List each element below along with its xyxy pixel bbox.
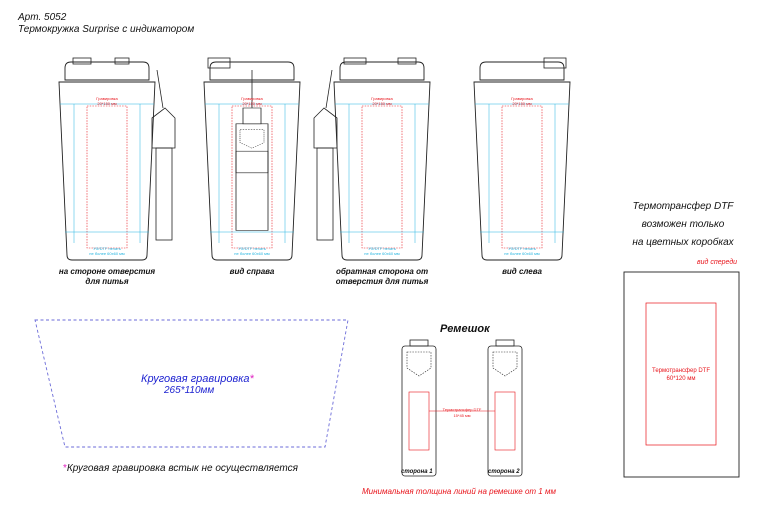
cup1-engraving-label: Гравировка [96,96,118,101]
engraving-label: Круговая гравировка* [141,373,254,385]
cup3-uv-size: не более 60х60 мм [364,251,400,256]
cup4-uv-size: не более 60х60 мм [504,251,540,256]
strap-print-size: 15*45 мм [453,413,471,418]
engraving-note: *Круговая гравировка встык не осуществляется [63,463,298,474]
engraving-asterisk: * [249,373,254,385]
cup-view-left [474,58,570,260]
strap-side-1 [402,340,436,476]
strap-title: Ремешок [440,323,490,335]
article-number: Арт. 5052 [18,12,67,23]
cup-view-opposite [314,58,430,260]
cup1-uv-label: УФ/DTF печать [93,246,121,251]
box-view-label: вид спереди [697,259,738,266]
cup1-engraving-size: 20*150 мм [97,101,117,106]
strap-side2-label: сторона 2 [488,469,520,475]
strap-line-note: Минимальная толщина линий на ремешке от 1 мм [362,487,556,496]
cup2-uv-size: не более 60х60 мм [234,251,270,256]
cup3-engraving-size: 20*150 мм [372,101,392,106]
cup-view-drinking-side [59,58,175,260]
strap-side-2 [488,340,522,476]
cup2-engraving-size: 20*150 мм [242,101,262,106]
engraving-size: 265*110мм [164,385,215,396]
box-print-size: 60*120 мм [666,376,696,382]
strap-side1-label: сторона 1 [401,469,433,475]
cup4-engraving-size: 20*150 мм [512,101,532,106]
product-title: Термокружка Surprise с индикатором [18,24,195,35]
dtf-notice-line1: Термотрансфер DTF [632,201,734,212]
cup2-caption-line1: вид справа [229,267,275,276]
cup1-uv-size: не более 60х60 мм [89,251,125,256]
cup1-caption-line1: на стороне отверстия [58,267,156,276]
cup3-engraving-label: Гравировка [371,96,393,101]
strap-print-label: Термотрансфер DTF [442,407,482,412]
dtf-notice-line2: возможен только [641,219,725,230]
dtf-notice-line3: на цветных коробках [632,237,734,248]
cup4-uv-label: УФ/DTF печать [508,246,536,251]
box-print-label: Термотрансфер DTF [651,368,710,374]
cup-view-right [204,58,300,260]
cup3-caption-line1: обратная сторона от [335,267,429,276]
cup2-engraving-label: Гравировка [241,96,263,101]
cup3-uv-label: УФ/DTF печать [368,246,396,251]
cup4-engraving-label: Гравировка [511,96,533,101]
cup1-caption-line2: для питья [85,277,129,286]
cup4-caption-line1: вид слева [502,267,542,276]
cup2-uv-label: УФ/DTF печать [238,246,266,251]
box-print-area [646,303,716,445]
cup3-caption-line2: отверстия для питья [335,277,429,286]
